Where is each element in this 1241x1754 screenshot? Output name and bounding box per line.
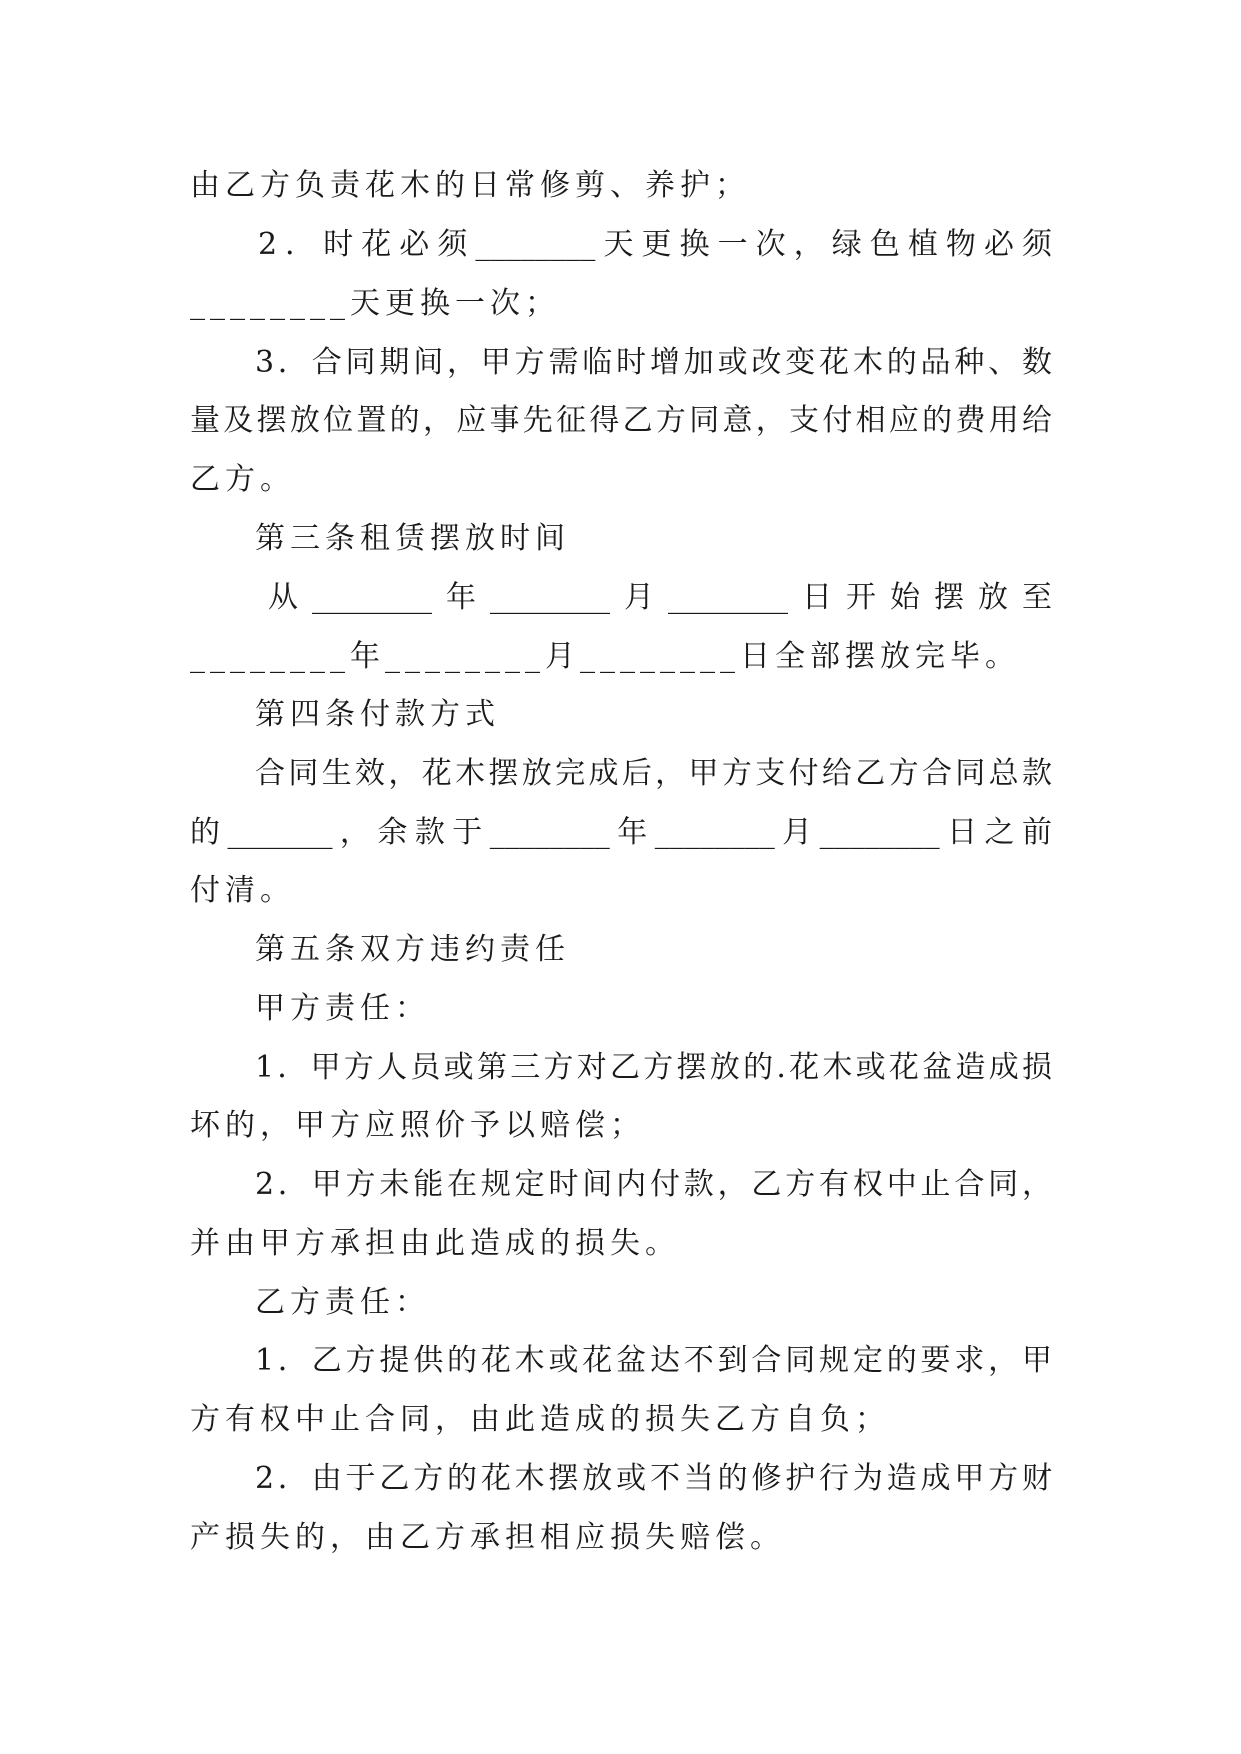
text-line: 方有权中止合同，由此造成的损失乙方自负； [190,1402,890,1437]
text-line: 由乙方负责花木的日常修剪、养护； [190,168,750,203]
subheading: 乙方责任： [255,1285,430,1320]
text-line: 量及摆放位置的，应事先征得乙方同意，支付相应的费用给 [190,403,1052,438]
section-heading: 第三条租赁摆放时间 [255,521,570,556]
text-line: 1．甲方人员或第三方对乙方摆放的.花木或花盆造成损 [255,1050,1052,1085]
section-heading: 第五条双方违约责任 [255,932,570,967]
text-line: 坏的，甲方应照价予以赔偿； [190,1108,645,1143]
subheading: 甲方责任： [255,991,430,1026]
text-line: ________天更换一次； [190,286,560,321]
text-line: 乙方。 [190,462,295,497]
text-line: 并由甲方承担由此造成的损失。 [190,1226,680,1261]
text-line: 的_______，余款于________年________月________日之前 [190,815,1052,850]
text-line: 付清。 [190,873,295,908]
text-line: 3．合同期间，甲方需临时增加或改变花木的品种、数 [255,345,1052,380]
section-heading: 第四条付款方式 [255,697,500,732]
text-line: 产损失的，由乙方承担相应损失赔偿。 [190,1520,785,1555]
text-line: ________年________月________日全部摆放完毕。 [190,639,1020,674]
text-line: 2．时花必须________天更换一次，绿色植物必须 [258,227,1052,262]
text-line: 从________年________月________日开始摆放至 [268,580,1052,615]
text-line: 1．乙方提供的花木或花盆达不到合同规定的要求，甲 [255,1343,1052,1378]
text-line: 2．由于乙方的花木摆放或不当的修护行为造成甲方财 [255,1461,1052,1496]
text-line: 合同生效，花木摆放完成后，甲方支付给乙方合同总款 [255,756,1052,791]
text-line: 2．甲方未能在规定时间内付款，乙方有权中止合同， [255,1167,1052,1202]
